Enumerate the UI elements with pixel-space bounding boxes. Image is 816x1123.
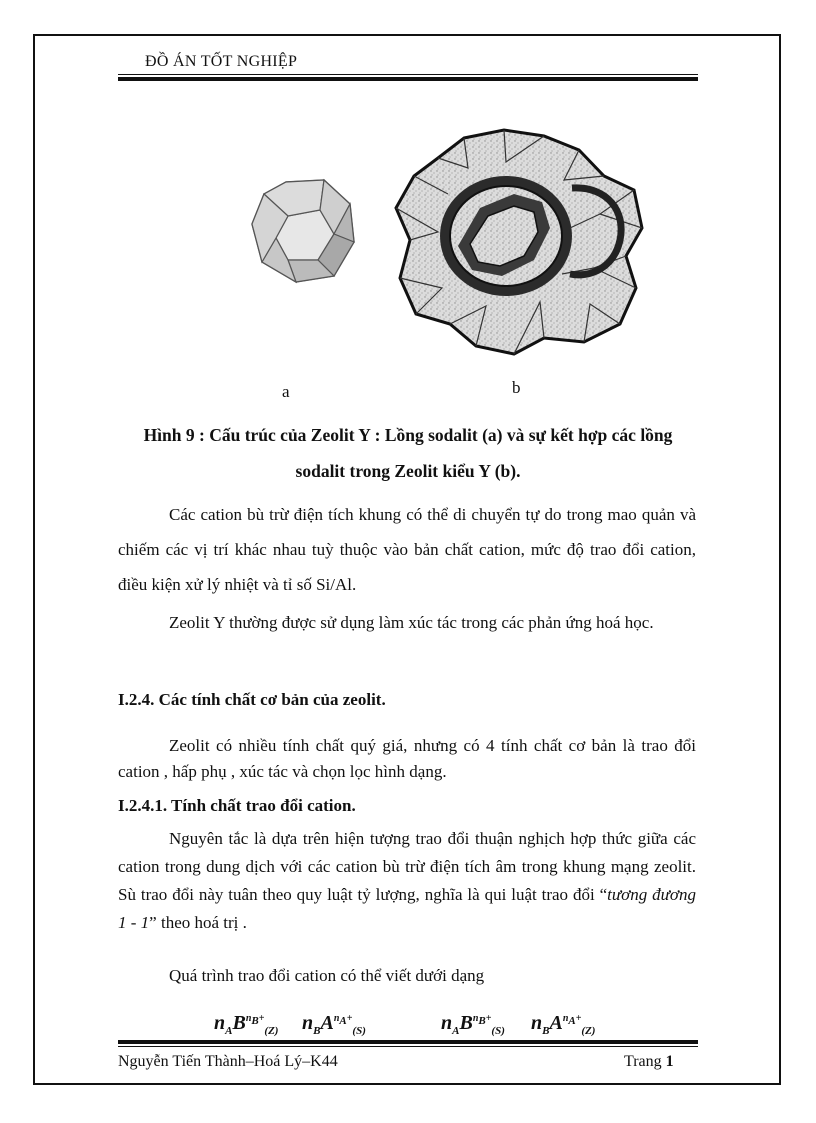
paragraph-4-italic: tương đương 1 - 1 [118,885,696,932]
sodalite-cage-image [248,176,358,288]
formula-term-2: $n_BA^{n_A+}_{(S)}$ [302,1012,366,1037]
paragraph-3: Zeolit có nhiều tính chất quý giá, nhưng có 4 tính chất cơ bản là trao đổi cation , hấp phụ , xúc tác và chọn lọc hình dạng. [118,736,696,781]
footer-page: Trang 1 [624,1053,674,1070]
paragraph-1: Các cation bù trừ điện tích khung có thể di chuyển tự do trong mao quản và chiếm các vị trí khác nhau tuỳ thuộc vào bản chất cation, mức độ trao đổi cation, điều kiện xử lý nhiệt và tỉ số Si/Al. [118,505,696,594]
figure-label-a: a [282,382,290,401]
page-number: 1 [665,1053,674,1070]
figure-caption-line2: sodalit trong Zeolit kiểu Y (b). [295,461,521,481]
footer-author: Nguyễn Tiến Thành–Hoá Lý–K44 [118,1053,338,1070]
footer-rule-thick [118,1040,698,1044]
section-heading-1: I.2.4. Các tính chất cơ bản của zeolit. [118,690,386,709]
paragraph-2: Zeolit Y thường được sử dụng làm xúc tác trong các phản ứng hoá học. [169,613,654,632]
header-rule-thin [118,74,698,75]
zeolite-y-framework-image [394,128,644,356]
figure-caption-line1: Hình 9 : Cấu trúc của Zeolit Y : Lồng sodalit (a) và sự kết hợp các lồng [143,425,673,445]
formula-term-1: $n_AB^{n_B+}_{(Z)}$ [214,1012,279,1037]
formula-term-3: $n_AB^{n_B+}_{(S)}$ [441,1012,505,1037]
paragraph-5: Quá trình trao đổi cation có thể viết dưới dạng [169,966,485,985]
paragraph-4: Nguyên tắc là dựa trên hiện tượng trao đổi thuận nghịch hợp thức giữa các cation trong dung dịch với các cation bù trừ điện tích âm trong khung mạng zeolit. Sù trao đổi này tuân theo quy luật tỷ lượng, nghĩa là qui luật trao đổi “tương đương 1 - 1” theo hoá trị . [118,829,696,932]
figure-label-b: b [512,378,521,397]
header-rule-thick [118,77,698,81]
formula-term-4: $n_BA^{n_A+}_{(Z)}$ [531,1012,596,1037]
header-title: ĐỒ ÁN TỐT NGHIỆP [145,53,298,70]
footer-rule-thin [118,1046,698,1047]
section-heading-2: I.2.4.1. Tính chất trao đổi cation. [118,796,356,815]
